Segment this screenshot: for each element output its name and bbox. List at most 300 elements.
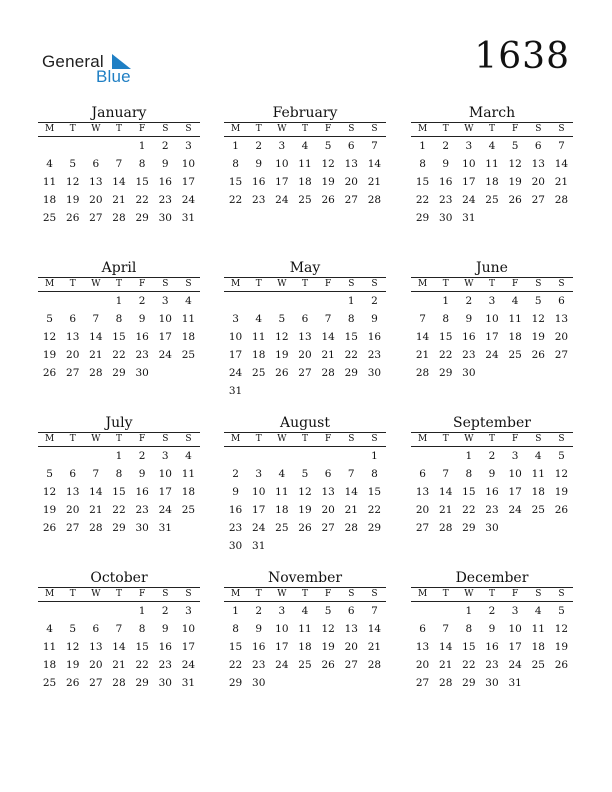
day-cell: 28 [89,522,103,535]
day-cell: 26 [321,659,335,672]
day-cell: 19 [554,486,569,499]
weekday-header: W [277,589,287,599]
day-cell: 5 [324,140,332,152]
weekday-header: W [464,589,474,599]
day-cell: 1 [442,295,450,307]
month-title: October [90,570,148,586]
day-cell: 25 [42,677,57,690]
empty-day-cell [177,364,200,382]
day-cell: 9 [465,313,473,326]
week-row [224,346,386,364]
day-cell: 3 [511,605,519,617]
day-cell: 27 [89,212,103,225]
weekday-header: F [139,434,146,444]
month-title: December [455,570,529,586]
day-cell: 13 [344,623,358,636]
day-cell: 29 [228,677,243,690]
empty-day-cell [504,519,527,537]
week-row [411,656,573,674]
weekday-header: T [488,589,495,599]
week-row [38,483,200,501]
weekday-header: T [301,434,308,444]
day-cell: 25 [42,212,57,225]
day-cell: 6 [92,623,100,636]
day-cell: 26 [42,522,57,535]
week-row [38,209,200,227]
day-cell: 6 [558,295,565,307]
weekday-header: F [325,589,332,599]
day-cell: 5 [511,140,519,152]
week-row [411,310,573,328]
day-cell: 3 [488,295,496,307]
day-cell: 14 [439,641,453,654]
day-cell: 30 [158,212,172,225]
weeks [411,137,573,227]
day-cell: 10 [158,313,172,326]
day-cell: 24 [158,504,172,517]
day-cell: 25 [181,504,196,517]
logo-general-text: General [42,52,104,71]
weekday-header: T [115,589,122,599]
day-cell: 23 [252,194,266,207]
weekday-header-row [224,277,386,292]
day-cell: 28 [367,659,382,672]
day-cell: 5 [558,605,565,617]
day-cell: 24 [158,349,172,362]
day-cell: 17 [508,486,522,499]
day-cell: 12 [321,158,335,171]
week-row [224,382,386,400]
day-cell: 27 [298,367,312,380]
day-cell: 14 [344,486,358,499]
week-row [411,602,573,620]
weekday-header: F [512,279,519,289]
weekday-header: W [91,279,101,289]
empty-day-cell [247,447,270,465]
day-cell: 13 [415,486,430,499]
weekday-header: M [417,434,428,444]
day-cell: 1 [232,605,239,617]
day-cell: 22 [135,194,149,207]
day-cell: 12 [66,641,80,654]
empty-day-cell [270,382,293,400]
day-cell: 15 [135,176,149,189]
weekday-header: W [277,434,287,444]
day-cell: 29 [462,522,476,535]
day-cell: 1 [138,605,146,617]
weekday-header: S [535,589,542,599]
day-cell: 3 [161,295,169,307]
day-cell: 17 [252,504,266,517]
day-cell: 14 [367,623,382,636]
day-cell: 6 [69,468,77,481]
day-cell: 18 [298,641,312,654]
day-cell: 21 [367,176,382,189]
day-cell: 20 [554,331,569,344]
day-cell: 3 [278,605,286,617]
day-cell: 28 [367,194,382,207]
day-cell: 4 [255,313,263,326]
day-cell: 11 [531,468,545,481]
day-cell: 22 [112,504,126,517]
weekday-header-row [224,122,386,137]
empty-day-cell [550,209,573,227]
empty-day-cell [84,292,107,310]
day-cell: 14 [112,641,126,654]
empty-day-cell [270,292,293,310]
weekday-header: F [139,279,146,289]
week-row [411,483,573,501]
day-cell: 22 [462,659,476,672]
day-cell: 16 [158,176,172,189]
day-cell: 21 [415,349,430,362]
month-september [411,415,573,537]
day-cell: 12 [554,468,569,481]
day-cell: 24 [462,194,476,207]
week-row [38,465,200,483]
day-cell: 19 [298,504,312,517]
day-cell: 15 [462,641,476,654]
empty-day-cell [247,292,270,310]
day-cell: 23 [135,504,149,517]
day-cell: 1 [115,450,123,462]
day-cell: 6 [419,468,426,481]
day-cell: 19 [554,641,569,654]
weeks [38,137,200,227]
weekday-header: F [512,434,519,444]
day-cell: 10 [158,468,172,481]
day-cell: 19 [42,504,57,517]
day-cell: 23 [228,522,243,535]
day-cell: 25 [531,504,545,517]
day-cell: 17 [158,486,172,499]
day-cell: 13 [554,313,569,326]
day-cell: 22 [462,504,476,517]
week-row [224,173,386,191]
day-cell: 17 [228,349,243,362]
day-cell: 6 [419,623,426,636]
day-cell: 4 [301,605,309,617]
weekday-header: S [185,589,192,599]
month-march [411,105,573,227]
empty-day-cell [340,447,363,465]
day-cell: 28 [112,212,126,225]
month-january [38,105,200,227]
day-cell: 30 [485,522,499,535]
day-cell: 4 [278,468,286,481]
day-cell: 25 [508,349,522,362]
day-cell: 8 [465,468,473,481]
day-cell: 26 [42,367,57,380]
day-cell: 14 [89,486,103,499]
day-cell: 7 [115,623,123,636]
day-cell: 2 [465,295,473,307]
day-cell: 13 [89,176,103,189]
weekday-header: M [44,434,55,444]
day-cell: 3 [255,468,263,481]
weekday-header: S [535,279,542,289]
day-cell: 29 [112,367,126,380]
day-cell: 31 [158,522,172,535]
day-cell: 17 [462,176,476,189]
day-cell: 20 [531,176,545,189]
day-cell: 31 [462,212,476,225]
day-cell: 21 [89,504,103,517]
day-cell: 10 [508,623,522,636]
day-cell: 5 [69,623,77,636]
weekday-header: F [139,124,146,134]
day-cell: 30 [462,367,476,380]
weekday-header: M [44,124,55,134]
weekday-header-row [38,587,200,602]
week-row [224,638,386,656]
month-title: March [468,105,516,121]
day-cell: 18 [531,486,545,499]
empty-day-cell [550,674,573,692]
day-cell: 3 [465,140,473,152]
empty-day-cell [270,537,293,555]
empty-day-cell [270,447,293,465]
day-cell: 5 [69,158,77,171]
day-cell: 1 [115,295,123,307]
weekday-header: T [301,124,308,134]
day-cell: 17 [508,641,522,654]
empty-day-cell [84,137,107,155]
day-cell: 15 [367,486,382,499]
weekday-header: T [488,279,495,289]
week-row [38,173,200,191]
day-cell: 25 [531,659,545,672]
empty-day-cell [317,292,340,310]
weekday-header: W [464,434,474,444]
day-cell: 24 [181,659,196,672]
empty-day-cell [38,447,61,465]
week-row [224,656,386,674]
weeks [411,447,573,537]
day-cell: 31 [228,385,243,398]
day-cell: 7 [324,313,332,326]
day-cell: 12 [508,158,522,171]
day-cell: 9 [488,468,496,481]
weekday-header: S [162,589,169,599]
empty-day-cell [84,447,107,465]
week-row [224,620,386,638]
day-cell: 28 [344,522,358,535]
weekday-header-row [411,277,573,292]
day-cell: 29 [367,522,382,535]
empty-day-cell [84,602,107,620]
day-cell: 30 [367,367,382,380]
day-cell: 31 [181,212,196,225]
day-cell: 30 [135,367,149,380]
week-row [411,674,573,692]
day-cell: 8 [115,313,123,326]
day-cell: 19 [321,641,335,654]
day-cell: 26 [66,212,80,225]
day-cell: 20 [89,194,103,207]
day-cell: 30 [485,677,499,690]
week-row [224,537,386,555]
day-cell: 15 [112,331,126,344]
weekday-header-row [224,432,386,447]
day-cell: 12 [275,331,289,344]
day-cell: 12 [298,486,312,499]
weekday-header-row [411,122,573,137]
weekday-header: S [162,124,169,134]
day-cell: 17 [158,331,172,344]
empty-day-cell [38,292,61,310]
day-cell: 11 [181,468,196,481]
day-cell: 9 [371,313,378,326]
day-cell: 23 [439,194,453,207]
empty-day-cell [61,447,84,465]
empty-day-cell [480,209,503,227]
day-cell: 28 [439,522,453,535]
week-row [38,310,200,328]
day-cell: 28 [415,367,430,380]
day-cell: 15 [228,176,243,189]
week-row [38,137,200,155]
week-row [224,519,386,537]
day-cell: 6 [92,158,100,171]
day-cell: 22 [344,349,358,362]
day-cell: 2 [161,605,169,617]
weekday-header: T [255,589,262,599]
day-cell: 12 [554,623,569,636]
day-cell: 6 [69,313,77,326]
month-title: May [289,260,321,276]
weekday-header: T [69,124,76,134]
day-cell: 16 [135,331,149,344]
weekday-header: S [371,434,378,444]
day-cell: 29 [135,677,149,690]
day-cell: 30 [135,522,149,535]
day-cell: 7 [92,313,100,326]
day-cell: 5 [301,468,309,481]
week-row [411,209,573,227]
day-cell: 19 [508,176,522,189]
month-title: January [91,105,147,121]
weeks [224,137,386,209]
day-cell: 5 [534,295,542,307]
day-cell: 13 [89,641,103,654]
weekday-header: S [558,279,565,289]
day-cell: 2 [488,605,496,617]
day-cell: 15 [344,331,358,344]
week-row [411,155,573,173]
day-cell: 16 [485,641,499,654]
empty-day-cell [293,447,316,465]
day-cell: 2 [371,295,378,307]
day-cell: 8 [371,468,378,481]
day-cell: 22 [112,349,126,362]
week-row [224,137,386,155]
day-cell: 31 [252,540,266,553]
day-cell: 22 [228,659,243,672]
week-row [224,328,386,346]
weekday-header: S [371,279,378,289]
weekday-header: T [442,124,449,134]
week-row [411,638,573,656]
weekday-header: S [535,124,542,134]
day-cell: 21 [554,176,569,189]
weekday-header: T [442,589,449,599]
weekday-header: S [162,434,169,444]
day-cell: 6 [534,140,542,152]
month-june [411,260,573,382]
day-cell: 26 [531,349,545,362]
weekday-header: M [417,279,428,289]
day-cell: 28 [112,677,126,690]
day-cell: 29 [415,212,430,225]
day-cell: 14 [112,176,126,189]
day-cell: 26 [508,194,522,207]
day-cell: 19 [275,349,289,362]
day-cell: 11 [42,641,57,654]
day-cell: 11 [42,176,57,189]
week-row [411,465,573,483]
day-cell: 11 [298,623,312,636]
day-cell: 13 [344,158,358,171]
day-cell: 14 [367,158,382,171]
weekday-header: W [91,589,101,599]
day-cell: 9 [138,468,146,481]
weekday-header: S [371,589,378,599]
week-row [411,346,573,364]
day-cell: 30 [228,540,243,553]
day-cell: 30 [439,212,453,225]
day-cell: 5 [278,313,286,326]
week-row [38,519,200,537]
day-cell: 11 [531,623,545,636]
day-cell: 27 [415,677,430,690]
day-cell: 14 [415,331,430,344]
day-cell: 8 [115,468,123,481]
day-cell: 2 [161,140,169,152]
day-cell: 28 [554,194,569,207]
empty-day-cell [317,537,340,555]
week-row [224,483,386,501]
empty-day-cell [527,519,550,537]
weekday-header: F [512,589,519,599]
day-cell: 19 [42,349,57,362]
day-cell: 2 [138,295,146,307]
day-cell: 1 [347,295,355,307]
day-cell: 7 [92,468,100,481]
day-cell: 23 [158,659,172,672]
weekday-header: W [277,124,287,134]
day-cell: 3 [278,140,286,152]
day-cell: 25 [275,522,289,535]
empty-day-cell [107,137,130,155]
week-row [411,137,573,155]
weekday-header-row [38,122,200,137]
month-july [38,415,200,537]
day-cell: 21 [112,194,126,207]
day-cell: 11 [181,313,196,326]
day-cell: 3 [185,140,192,152]
empty-day-cell [61,137,84,155]
day-cell: 15 [439,331,453,344]
day-cell: 8 [347,313,355,326]
day-cell: 3 [511,450,519,462]
weekday-header-row [38,432,200,447]
week-row [224,602,386,620]
day-cell: 8 [232,623,239,636]
weekday-header: S [348,124,355,134]
day-cell: 20 [321,504,335,517]
day-cell: 16 [135,486,149,499]
